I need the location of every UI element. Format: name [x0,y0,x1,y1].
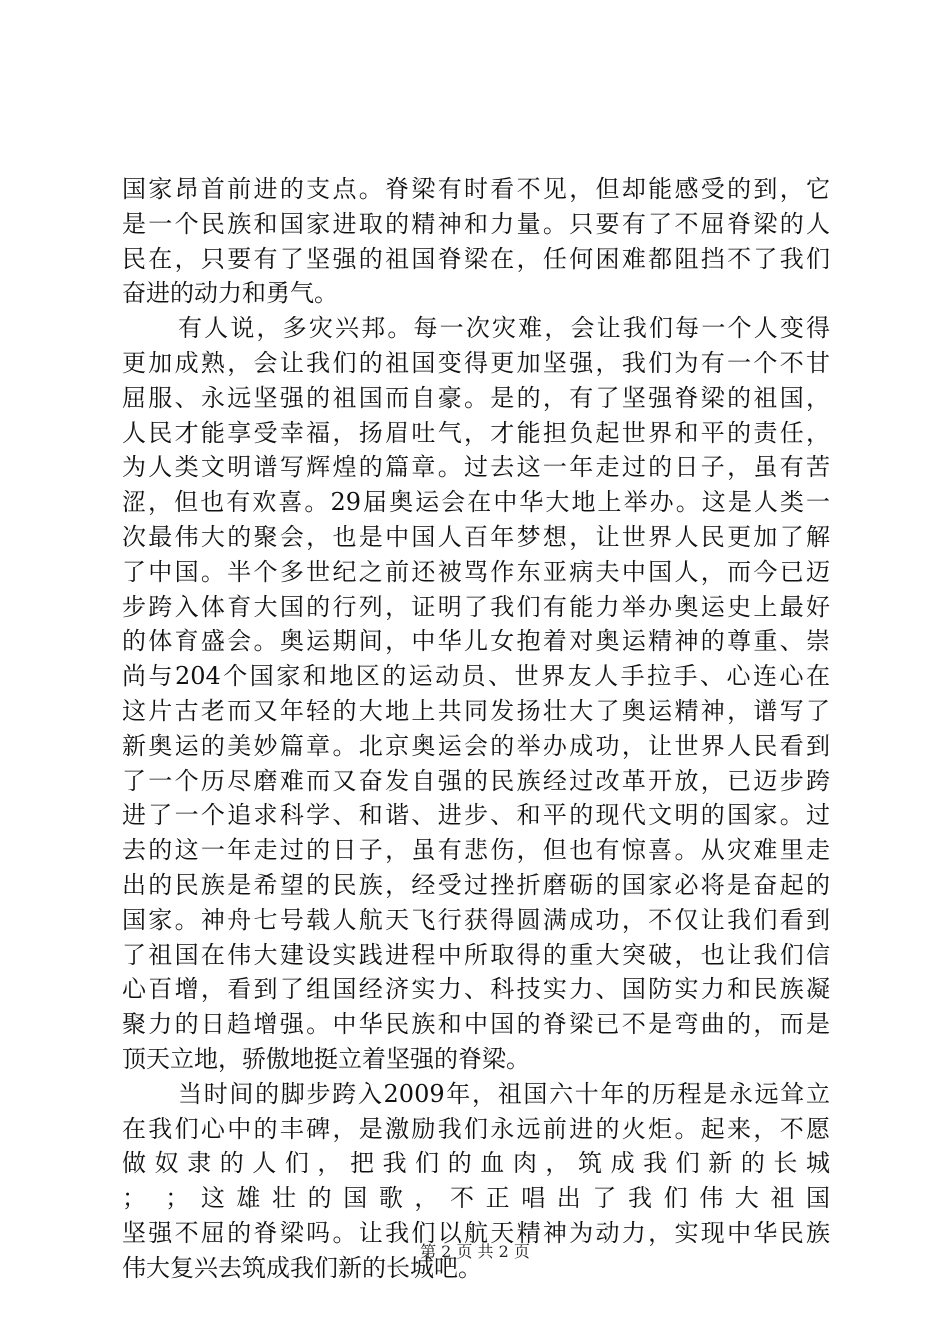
text-line: 新奥运的美妙篇章。北京奥运会的举办成功，让世界人民看到 [122,731,830,760]
text-line: 当时间的脚步跨入2009年，祖国六十年的历程是永远耸立 [178,1079,830,1108]
text-line: 了祖国在伟大建设实践进程中所取得的重大突破，也让我们信 [122,940,830,969]
text-line: 尚与204个国家和地区的运动员、世界友人手拉手、心连心在 [122,662,830,691]
text-line: 聚力的日趋增强。中华民族和中国的脊梁已不是弯曲的，而是 [122,1010,830,1039]
text-line: 有人说，多灾兴邦。每一次灾难，会让我们每一个人变得 [178,314,830,343]
text-line: 在我们心中的丰碑，是激励我们永远前进的火炬。起来，不愿 [122,1114,830,1143]
text-line: 进了一个追求科学、和谐、进步、和平的现代文明的国家。过 [122,801,830,830]
text-line: ； ；这雄壮的国歌，不正唱出了我们伟大祖国 [122,1184,830,1213]
text-line: 奋进的动力和勇气。 [122,279,338,308]
text-line: 心百增，看到了组国经济实力、科技实力、国防实力和民族凝 [122,975,830,1004]
text-line: 伟大复兴去筑成我们新的长城吧。 [122,1253,482,1282]
text-line: 屈服、永远坚强的祖国而自豪。是的，有了坚强脊梁的祖国， [122,383,830,412]
text-line: 做奴隶的人们，把我们的血肉，筑成我们新的长城 [122,1149,830,1178]
text-line: 涩，但也有欢喜。29届奥运会在中华大地上举办。这是人类一 [122,488,830,517]
text-line: 了一个历尽磨难而又奋发自强的民族经过改革开放，已迈步跨 [122,766,830,795]
text-line: 更加成熟，会让我们的祖国变得更加坚强，我们为有一个不甘 [122,348,830,377]
text-line: 坚强不屈的脊梁吗。让我们以航天精神为动力，实现中华民族 [122,1218,830,1247]
text-line: 这片古老而又年轻的大地上共同发扬壮大了奥运精神，谱写了 [122,696,830,725]
text-line: 了中国。半个多世纪之前还被骂作东亚病夫中国人，而今已迈 [122,557,830,586]
text-line: 出的民族是希望的民族，经受过挫折磨砺的国家必将是奋起的 [122,870,830,899]
page-number: 第 2 页 共 2 页 [420,1242,530,1261]
text-line: 顶天立地，骄傲地挺立着坚强的脊梁。 [122,1044,530,1073]
text-line: 去的这一年走过的日子，虽有悲伤，但也有惊喜。从灾难里走 [122,836,830,865]
text-line: 次最伟大的聚会，也是中国人百年梦想，让世界人民更加了解 [122,522,830,551]
document-body [122,172,830,1286]
text-line: 的体育盛会。奥运期间，中华儿女抱着对奥运精神的尊重、崇 [122,627,830,656]
text-line: 民在，只要有了坚强的祖国脊梁在，任何困难都阻挡不了我们 [122,244,830,273]
page-footer [0,1240,950,1264]
text-line: 人民才能享受幸福，扬眉吐气，才能担负起世界和平的责任， [122,418,830,447]
text-line: 国家。神舟七号载人航天飞行获得圆满成功，不仅让我们看到 [122,905,830,934]
text-line: 步跨入体育大国的行列，证明了我们有能力举办奥运史上最好 [122,592,830,621]
text-line: 是一个民族和国家进取的精神和力量。只要有了不屈脊梁的人 [122,209,830,238]
text-line: 国家昂首前进的支点。脊梁有时看不见，但却能感受的到，它 [122,175,830,203]
text-line: 为人类文明谱写辉煌的篇章。过去这一年走过的日子，虽有苦 [122,453,830,482]
